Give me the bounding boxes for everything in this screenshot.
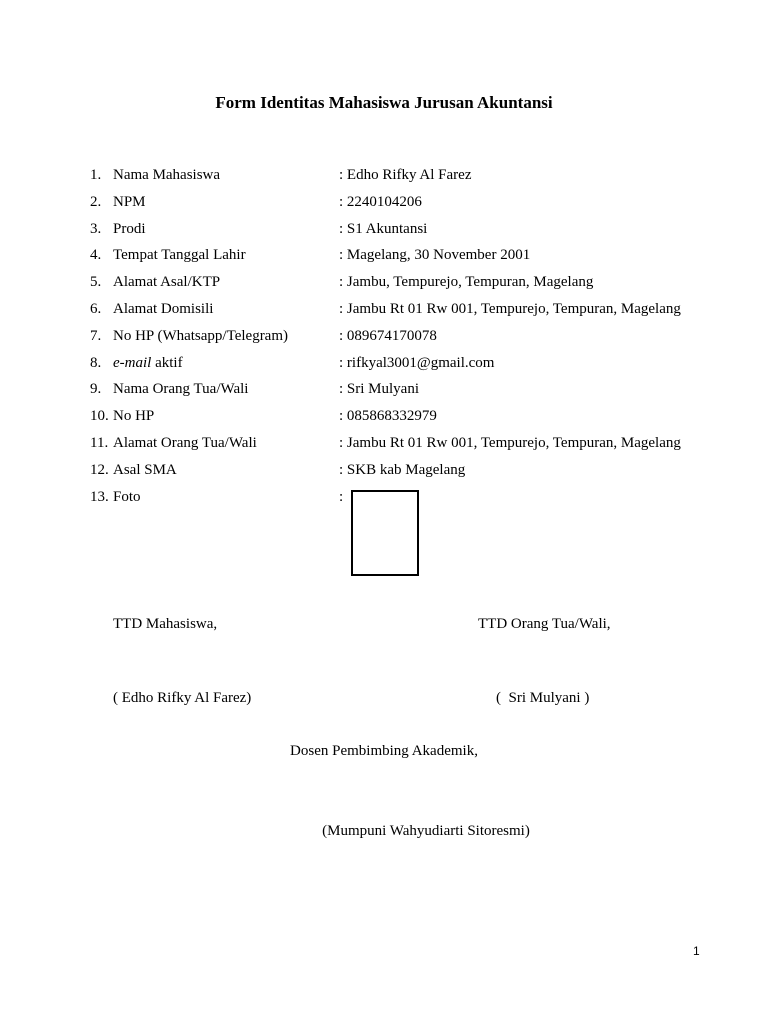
item-label: NPM bbox=[113, 193, 146, 210]
item-label: Tempat Tanggal Lahir bbox=[113, 247, 246, 264]
item-number: 9. bbox=[90, 381, 102, 398]
item-label: Foto bbox=[113, 488, 141, 505]
item-label: No HP bbox=[113, 408, 155, 425]
item-number: 13. bbox=[90, 488, 109, 505]
parent-signature-name: ( Sri Mulyani ) bbox=[496, 690, 590, 706]
item-number: 10. bbox=[90, 408, 109, 425]
parent-signature-heading: TTD Orang Tua/Wali, bbox=[478, 616, 611, 632]
item-label: Alamat Asal/KTP bbox=[113, 274, 221, 291]
item-number: 8. bbox=[90, 354, 102, 371]
list-item-birth bbox=[0, 245, 768, 272]
list-item-prodi bbox=[0, 219, 768, 246]
list-item-npm bbox=[0, 192, 768, 219]
page-number: 1 bbox=[693, 944, 700, 958]
identity-list bbox=[0, 165, 768, 513]
item-value: : Magelang, 30 November 2001 bbox=[339, 247, 531, 264]
form-title: Form Identitas Mahasiswa Jurusan Akuntansi bbox=[215, 93, 553, 112]
item-value: : 085868332979 bbox=[339, 408, 437, 425]
list-item-origin-address bbox=[0, 272, 768, 299]
item-number: 1. bbox=[90, 167, 102, 183]
item-value: : 089674170078 bbox=[339, 327, 437, 344]
item-value: : Sri Mulyani bbox=[339, 381, 420, 398]
advisor-name: (Mumpuni Wahyudiarti Sitoresmi) bbox=[322, 823, 530, 839]
item-number: 2. bbox=[90, 193, 102, 210]
item-label-rest: aktif bbox=[151, 354, 183, 371]
item-number: 4. bbox=[90, 247, 102, 264]
student-signature-heading: TTD Mahasiswa, bbox=[113, 616, 218, 632]
list-item-parent-phone bbox=[0, 406, 768, 433]
item-number: 7. bbox=[90, 327, 102, 344]
list-item-phone bbox=[0, 326, 768, 353]
list-item-domicile bbox=[0, 299, 768, 326]
list-item-parent-name bbox=[0, 379, 768, 406]
item-value: : SKB kab Magelang bbox=[339, 461, 466, 478]
item-label: Asal SMA bbox=[113, 461, 177, 478]
photo-placeholder bbox=[351, 490, 419, 576]
item-label-italic: e-mail bbox=[113, 354, 152, 371]
item-label: Nama Orang Tua/Wali bbox=[113, 381, 249, 398]
list-item-name bbox=[0, 165, 768, 192]
item-number: 12. bbox=[90, 461, 109, 478]
list-item-parent-address bbox=[0, 433, 768, 460]
advisor-heading: Dosen Pembimbing Akademik, bbox=[290, 743, 478, 759]
item-value: : Jambu Rt 01 Rw 001, Tempurejo, Tempuran, Magelang bbox=[339, 434, 681, 451]
item-label: Prodi bbox=[113, 220, 146, 237]
item-number: 6. bbox=[90, 300, 102, 317]
item-value: : 2240104206 bbox=[339, 193, 422, 210]
list-item-school bbox=[0, 460, 768, 487]
item-label: Alamat Orang Tua/Wali bbox=[113, 434, 257, 451]
item-value: : Jambu Rt 01 Rw 001, Tempurejo, Tempuran, Magelang bbox=[339, 300, 681, 317]
item-label: Alamat Domisili bbox=[113, 300, 214, 317]
student-signature-name: ( Edho Rifky Al Farez) bbox=[113, 690, 252, 706]
item-number: 11. bbox=[90, 434, 109, 451]
item-number: 3. bbox=[90, 220, 102, 237]
item-value: : Edho Rifky Al Farez bbox=[339, 167, 472, 183]
item-label: No HP (Whatsapp/Telegram) bbox=[113, 327, 289, 344]
item-label bbox=[113, 353, 183, 373]
item-value: : S1 Akuntansi bbox=[339, 220, 428, 237]
list-item-email bbox=[0, 353, 768, 380]
item-value: : rifkyal3001@gmail.com bbox=[339, 354, 495, 371]
item-label: Nama Mahasiswa bbox=[113, 167, 221, 183]
item-value: : bbox=[339, 488, 344, 505]
item-number: 5. bbox=[90, 274, 102, 291]
item-value: : Jambu, Tempurejo, Tempuran, Magelang bbox=[339, 274, 594, 291]
